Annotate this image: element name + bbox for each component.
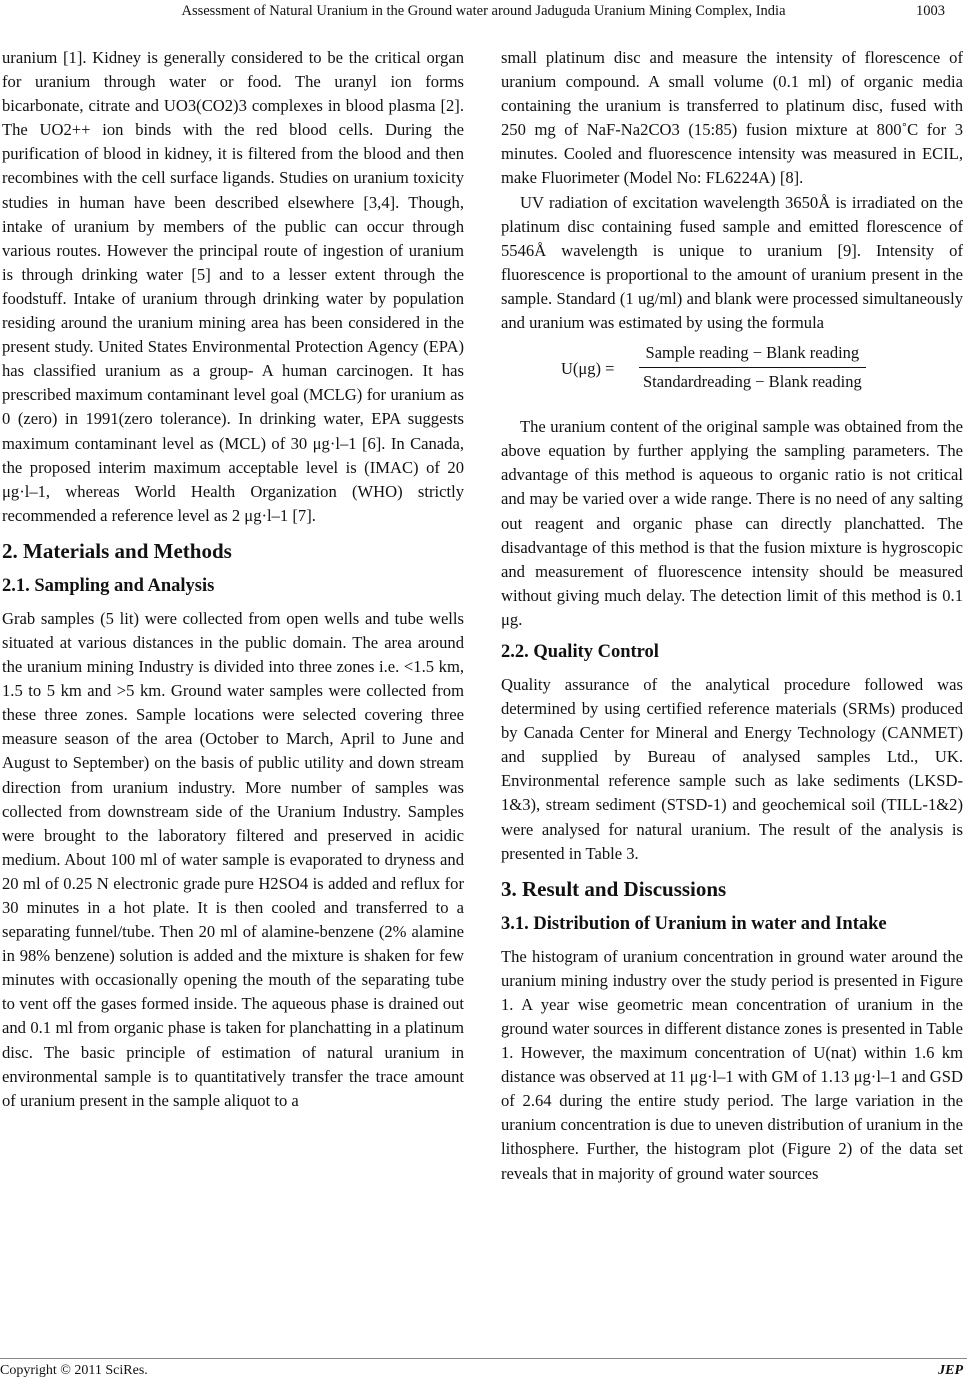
subsection-heading-quality: 2.2. Quality Control xyxy=(501,641,659,662)
formula-denominator: Standardreading − Blank reading xyxy=(643,372,862,392)
paragraph: small platinum disc and measure the intensity of florescence of uranium compound. A small volume (0.1 ml) of organic media containing the uranium is transferred to platinum disc, fused with 250 mg of NaF-Na2CO3 (15:85) fusion mixture at 800˚C for 3 minutes. Cooled and fluorescence intensity was measured in ECIL, make Fluorimeter (Model No: FL6224A) [8]. xyxy=(501,48,963,188)
formula-lhs: U(μg) = xyxy=(561,359,615,379)
paragraph: UV radiation of excitation wavelength 3650Å is irradiated on the platinum disc containing fused sample and emitted florescence of 5546Å wavelength is unique to uranium [9]. Intensity of fluorescence is proportional to the amount of uranium present in the sample. Standard (1 ug/ml) and blank were processed simultaneously and uranium was estimated by using the formula xyxy=(501,192,963,333)
copyright: Copyright © 2011 SciRes. xyxy=(0,1363,148,1378)
paragraph: Quality assurance of the analytical procedure followed was determined by using certified reference materials (SRMs) produced by Canada Center for Mineral and Energy Technology (CANMET) and supplied by Bureau of analysed samples Ltd., UK. Environmental reference sample such as lake sediments (LKSD-1&3), stream sediment (STSD-1) and geochemical soil (TILL-1&2) were analysed for natural uranium. The result of the analysis is presented in Table 3. xyxy=(501,674,963,863)
page-number: 1003 xyxy=(916,3,945,19)
subsection-heading-sampling: 2.1. Sampling and Analysis xyxy=(2,575,215,596)
subsection-heading-distribution: 3.1. Distribution of Uranium in water and Intake xyxy=(501,913,887,934)
right-column xyxy=(501,46,963,1186)
uranium-formula xyxy=(501,341,963,403)
paragraph: The uranium content of the original sample was obtained from the above equation by further applying the sampling parameters. The advantage of this method is aqueous to organic ratio is not critical and may be varied over a wide range. There is no need of any salting out reagent and organic phase can directly planchatted. The disadvantage of this method is that the fusion mixture is hygroscopic and measurement of fluorescence intensity should be measured without giving much delay. The detection limit of this method is 0.1 μg. xyxy=(501,417,963,629)
paragraph: uranium [1]. Kidney is generally considered to be the critical organ for uranium through water or food. The uranyl ion forms bicarbonate, citrate and UO3(CO2)3 complexes in blood plasma [2]. The UO2++ ion binds with the red blood cells. During the purification of blood in kidney, it is filtered from the blood and then recombines with the cell surface ligands. Studies on uranium toxicity studies in human have been described elsewhere [3,4]. Though, intake of uranium by members of the public can occur through various routes. However the principal route of ingestion of uranium is through drinking water [5] and to a lesser extent through the foodstuff. Intake of uranium through drinking water by population residing around the uranium mining area has been considered in the present study. United States Environmental Protection Agency (EPA) has classified uranium as a group- A human carcinogen. It has prescribed maximum contaminant level goal (MCLG) for uranium as 0 (zero) in 1991(zero tolerance). In drinking water, EPA suggests maximum contaminant level as (MCL) of 30 μg·l–1 [6]. In Canada, the proposed interim maximum acceptable level is (IMAC) of 20 μg·l–1, whereas World Health Organization (WHO) strictly recommended a reference level as 2 μg·l–1 [7]. xyxy=(2,48,464,525)
section-heading-results: 3. Result and Discussions xyxy=(501,876,727,901)
paragraph: The histogram of uranium concentration in ground water around the uranium mining industry over the study period is presented in Figure 1. A year wise geometric mean concentration of uranium in the ground water sources in different distance zones is presented in Table 1. However, the maximum concentration of U(nat) within 1.6 km distance was observed at 11 μg·l–1 with GM of 1.13 μg·l–1 and GSD of 2.64 during the entire study period. The large variation in the uranium concentration is due to uneven distribution of uranium in the lithosphere. Further, the histogram plot (Figure 2) of the data set reveals that in majority of ground water sources xyxy=(501,946,963,1183)
journal-abbrev: JEP xyxy=(938,1363,963,1378)
formula-numerator: Sample reading − Blank reading xyxy=(645,343,860,363)
footer-rule xyxy=(0,1358,967,1359)
running-title: Assessment of Natural Uranium in the Ground water around Jaduguda Uranium Mining Complex, India xyxy=(181,3,786,19)
paragraph: Grab samples (5 lit) were collected from open wells and tube wells situated at various distances in the public domain. The area around the uranium mining Industry is divided into three zones i.e. <1.5 km, 1.5 to 5 km and >5 km. Ground water samples were collected from these three zones. Sample locations were selected covering three measure season of the area (October to March, April to June and August to September) on the basis of public utility and down stream direction from uranium industry. More number of samples was collected from downstream side of the Uranium Industry. Samples were brought to the laboratory filtered and preserved in acidic medium. About 100 ml of water sample is evaporated to dryness and 20 ml of 0.25 N electronic grade pure H2SO4 is added and reflux for 30 minutes in a hot plate. It is then cooled and transferred to a separating funnel/tube. Then 20 ml of alamine-benzene (2% alamine in 98% benzene) solution is added and the mixture is shaken for few minutes with occasionally opening the mouth of the separating tube to vent off the gases formed inside. The aqueous phase is drained out and 0.1 ml from organic phase is taken for planchatting in a platinum disc. The basic principle of estimation of natural uranium in environmental sample is to quantitatively transfer the trace amount of uranium present in the sample aliquot to a xyxy=(2,608,464,1110)
page-header xyxy=(0,0,967,22)
formula-fraction xyxy=(639,341,866,394)
section-heading-materials: 2. Materials and Methods xyxy=(2,538,232,563)
left-column xyxy=(2,46,464,1113)
fraction-bar xyxy=(639,367,866,368)
